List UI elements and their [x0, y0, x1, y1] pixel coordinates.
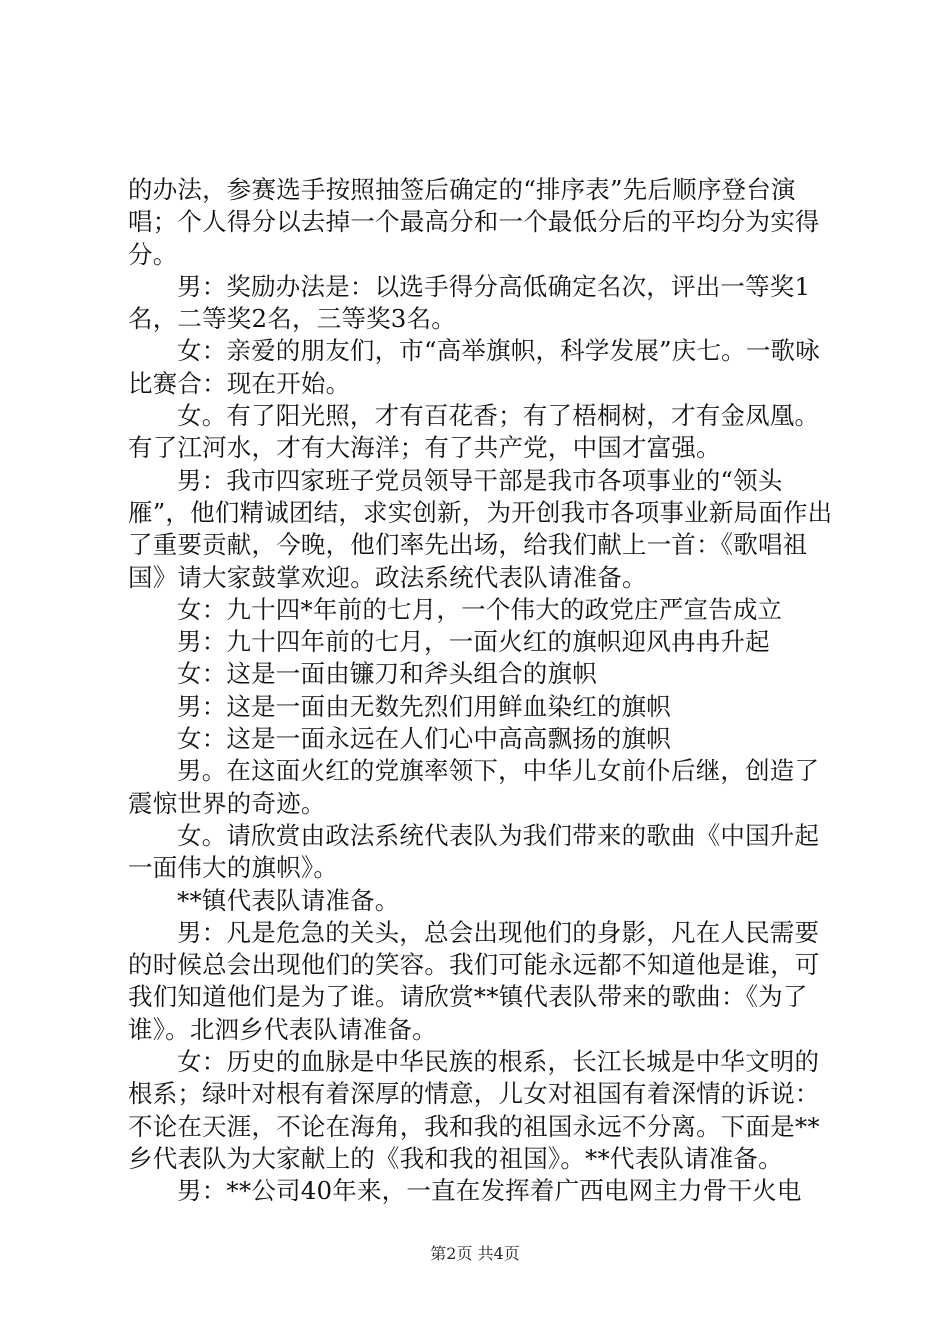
paragraph: 女：九十四*年前的七月，一个伟大的政党庄严宣告成立 — [177, 594, 783, 624]
paragraph: 男：奖励办法是：以选手得分高低确定名次，评出一等奖1名，二等奖2名，三等奖3名。 — [128, 271, 811, 334]
paragraph: 男：**公司40年来，一直在发挥着广西电网主力骨干火电 — [177, 1176, 802, 1206]
paragraph: 女。有了阳光照，才有百花香；有了梧桐树，才有金凤凰。有了江河水，才有大海洋；有了共产党，中国才富强。 — [128, 401, 820, 463]
paragraph: 男：凡是危急的关头，总会出现他们的身影，凡在人民需要的时候总会出现他们的笑容。我们可能永远都不知道他是谁，可我们知道他们是为了谁。请欣赏**镇代表队带来的歌曲：《为了谁》。北泗乡代表队请准备。 — [128, 917, 820, 1044]
paragraph: 的办法，参赛选手按照抽签后确定的“排序表”先后顺序登台演唱；个人得分以去掉一个最高分和一个最低分后的平均分为实得分。 — [128, 175, 820, 269]
paragraph: 男：九十四年前的七月，一面火红的旗帜迎风冉冉升起 — [177, 627, 770, 657]
paragraph: **镇代表队请准备。 — [177, 885, 400, 915]
paragraph: 女：亲爱的朋友们，市“高举旗帜，科学发展”庆七。一歌咏比赛合：现在开始。 — [128, 336, 820, 398]
paragraph: 男：这是一面由无数先烈们用鲜血染红的旗帜 — [177, 691, 671, 721]
document-body — [128, 174, 834, 1208]
paragraph: 女：这是一面由镰刀和斧头组合的旗帜 — [177, 659, 597, 689]
paragraph: 男。在这面火红的党旗率领下，中华儿女前仆后继，创造了震惊世界的奇迹。 — [128, 756, 820, 818]
paragraph: 女。请欣赏由政法系统代表队为我们带来的歌曲《中国升起一面伟大的旗帜》。 — [128, 820, 820, 883]
page-number-footer: 第2页 共4页 — [430, 1244, 520, 1263]
paragraph: 男：我市四家班子党员领导干部是我市各项事业的“领头雁”，他们精诚团结，求实创新，为开创我市各项事业新局面作出了重要贡献，今晚，他们率先出场，给我们献上一首：《歌唱祖国》请大家鼓掌欢迎。政法系统代表队请准备。 — [128, 465, 833, 592]
paragraph: 女：这是一面永远在人们心中高高飘扬的旗帜 — [177, 724, 671, 754]
paragraph: 女：历史的血脉是中华民族的根系，长江长城是中华文明的根系；绿叶对根有着深厚的情意，儿女对祖国有着深情的诉说：不论在天涯，不论在海角，我和我的祖国永远不分离。下面是**乡代表队为大家献上的《我和我的祖国》。**代表队请准备。 — [128, 1047, 820, 1173]
